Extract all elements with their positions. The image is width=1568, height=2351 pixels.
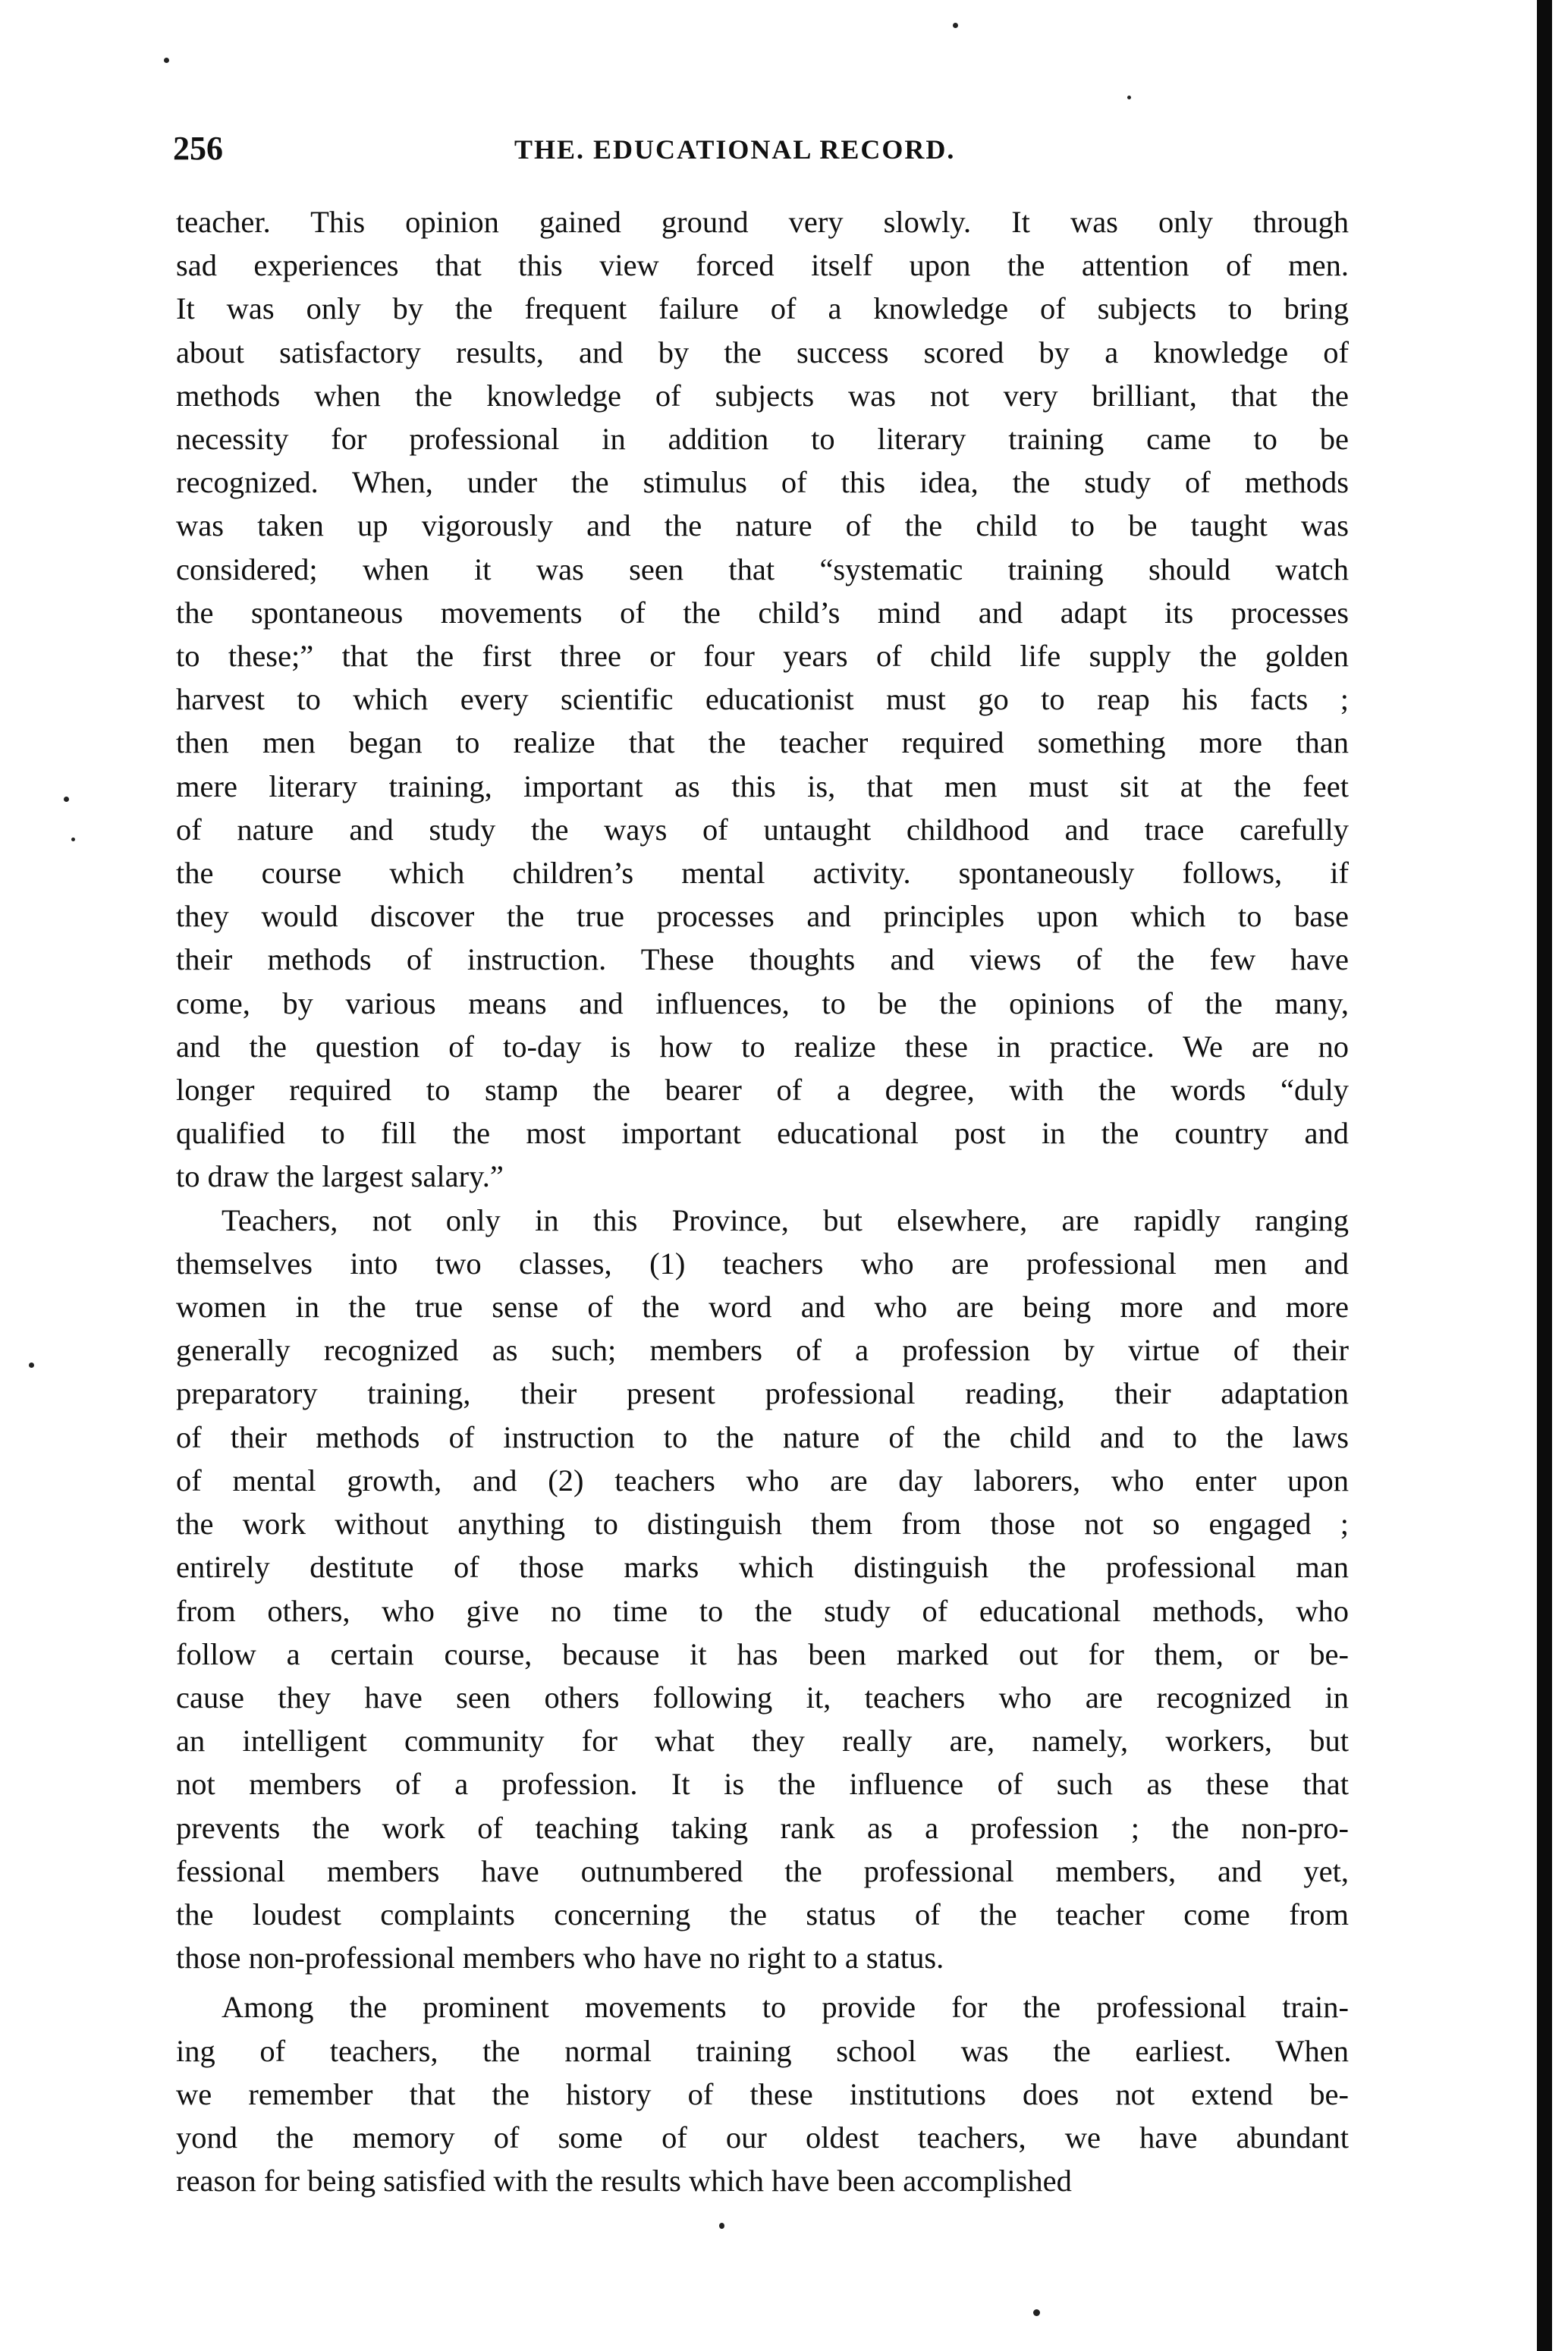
- paragraph-3: [176, 1985, 1349, 2202]
- text-line: we remember that the history of these institutions does not extend be-: [176, 2076, 1349, 2111]
- text-line: recognized. When, under the stimulus of this idea, the study of methods: [176, 465, 1349, 500]
- text-line: mere literary training, important as this is, that men must sit at the feet: [176, 768, 1349, 803]
- text-line: generally recognized as such; members of a profession by virtue of their: [176, 1333, 1349, 1368]
- text-line: come, by various means and influences, to be the opinions of the many,: [176, 985, 1349, 1020]
- text-line: of nature and study the ways of untaught childhood and trace carefully: [176, 812, 1349, 847]
- text-line: prevents the work of teaching taking rank as a profession ; the non-pro-: [176, 1810, 1349, 1845]
- text-line: the loudest complaints concerning the status of the teacher come from: [176, 1897, 1349, 1931]
- text-line: about satisfactory results, and by the success scored by a knowledge of: [176, 335, 1349, 369]
- scan-speck: [719, 2223, 724, 2229]
- text-line: an intelligent community for what they really are, namely, workers, but: [176, 1724, 1349, 1759]
- text-line: to these;” that the first three or four years of child life supply the golden: [176, 639, 1349, 674]
- text-line: to draw the largest salary.”: [176, 1159, 504, 1194]
- text-line: harvest to which every scientific educationist must go to reap his facts ;: [176, 682, 1349, 717]
- text-line: sad experiences that this view forced itself upon the attention of men.: [176, 248, 1349, 283]
- scan-speck: [164, 58, 169, 63]
- text-line: follow a certain course, because it has been marked out for them, or be-: [176, 1636, 1349, 1671]
- text-line: themselves into two classes, (1) teachers who are professional men and: [176, 1246, 1349, 1281]
- scan-speck: [64, 797, 69, 802]
- text-line: preparatory training, their present professional reading, their adaptation: [176, 1376, 1349, 1411]
- text-line: of their methods of instruction to the nature of the child and to the laws: [176, 1419, 1349, 1454]
- text-line: considered; when it was seen that “systematic training should watch: [176, 552, 1349, 586]
- text-line: entirely destitute of those marks which distinguish the professional man: [176, 1550, 1349, 1585]
- text-line: was taken up vigorously and the nature of the child to be taught was: [176, 508, 1349, 543]
- text-line: women in the true sense of the word and who are being more and more: [176, 1290, 1349, 1325]
- text-line: cause they have seen others following it, teachers who are recognized in: [176, 1680, 1349, 1715]
- text-line: they would discover the true processes and principles upon which to base: [176, 899, 1349, 934]
- scan-speck: [953, 23, 958, 28]
- paragraph-2: [176, 1199, 1349, 1980]
- text-line: then men began to realize that the teacher required something more than: [176, 725, 1349, 760]
- running-head: THE. EDUCATIONAL RECORD.: [514, 134, 956, 165]
- text-line: ing of teachers, the normal training school was the earliest. When: [176, 2033, 1349, 2068]
- text-line: of mental growth, and (2) teachers who are day laborers, who enter upon: [176, 1463, 1349, 1498]
- text-line: yond the memory of some of our oldest teachers, we have abundant: [176, 2120, 1349, 2155]
- text-line: not members of a profession. It is the influence of such as these that: [176, 1767, 1349, 1802]
- text-line: It was only by the frequent failure of a knowledge of subjects to bring: [176, 291, 1349, 326]
- text-line: longer required to stamp the bearer of a degree, with the words “duly: [176, 1073, 1349, 1108]
- text-line: necessity for professional in addition to literary training came to be: [176, 422, 1349, 457]
- text-line: reason for being satisfied with the results which have been accomplished: [176, 2164, 1072, 2199]
- text-line: their methods of instruction. These thoughts and views of the few have: [176, 942, 1349, 977]
- text-line: fessional members have outnumbered the professional members, and yet,: [176, 1853, 1349, 1888]
- text-line: the spontaneous movements of the child’s mind and adapt its processes: [176, 595, 1349, 630]
- text-line: Teachers, not only in this Province, but elsewhere, are rapidly ranging: [222, 1202, 1349, 1237]
- scan-speck: [1127, 96, 1131, 99]
- text-line: from others, who give no time to the study of educational methods, who: [176, 1593, 1349, 1628]
- text-line: those non-professional members who have no right to a status.: [176, 1941, 944, 1975]
- text-line: Among the prominent movements to provide for the professional train-: [222, 1990, 1349, 2025]
- text-line: methods when the knowledge of subjects was not very brilliant, that the: [176, 378, 1349, 413]
- scan-speck: [1033, 2309, 1040, 2316]
- paragraph-1: [176, 200, 1349, 1199]
- page-number: 256: [173, 130, 223, 167]
- text-line: and the question of to-day is how to realize these in practice. We are no: [176, 1029, 1349, 1064]
- body-text: [176, 200, 1349, 2202]
- text-line: qualified to fill the most important educational post in the country and: [176, 1116, 1349, 1151]
- text-line: teacher. This opinion gained ground very slowly. It was only through: [176, 205, 1349, 239]
- text-line: the work without anything to distinguish them from those not so engaged ;: [176, 1507, 1349, 1542]
- scan-speck: [29, 1363, 34, 1368]
- page-edge-shadow: [1537, 0, 1552, 2351]
- text-line: the course which children’s mental activity. spontaneously follows, if: [176, 856, 1349, 891]
- scan-speck: [71, 838, 75, 841]
